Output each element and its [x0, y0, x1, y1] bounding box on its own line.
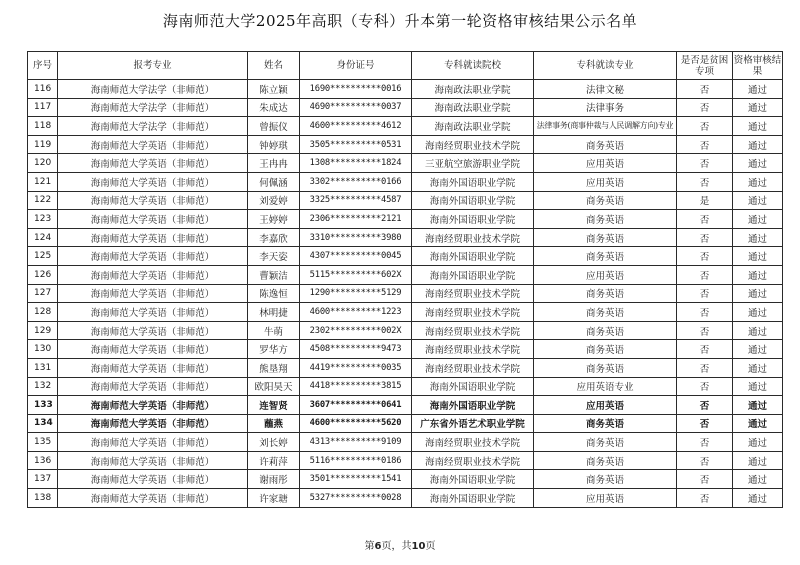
cell-id-number: 4600**********5620 — [300, 414, 412, 433]
cell-prev-major: 法律事务 — [534, 98, 677, 117]
cell-poverty: 否 — [677, 470, 733, 489]
cell-no: 128 — [28, 303, 58, 322]
cell-major: 海南师范大学英语（非师范） — [58, 265, 248, 284]
cell-school: 海南外国语职业学院 — [412, 247, 534, 266]
cell-name: 李嘉欣 — [248, 228, 300, 247]
cell-result: 通过 — [733, 321, 783, 340]
table-row — [28, 135, 783, 154]
table-row — [28, 80, 783, 99]
cell-result: 通过 — [733, 414, 783, 433]
cell-prev-major: 商务英语 — [534, 210, 677, 229]
cell-no: 134 — [28, 414, 58, 433]
cell-name: 朱成达 — [248, 98, 300, 117]
cell-no: 131 — [28, 358, 58, 377]
col-header-major: 报考专业 — [58, 52, 248, 80]
table-row — [28, 433, 783, 452]
cell-no: 136 — [28, 451, 58, 470]
cell-name: 许莉萍 — [248, 451, 300, 470]
cell-school: 海南政法职业学院 — [412, 98, 534, 117]
cell-no: 138 — [28, 489, 58, 508]
cell-id-number: 1690**********0016 — [300, 80, 412, 99]
footer-page-number: 6 — [374, 541, 382, 552]
cell-name: 李天姿 — [248, 247, 300, 266]
cell-id-number: 4418**********3815 — [300, 377, 412, 396]
cell-prev-major: 商务英语 — [534, 303, 677, 322]
cell-id-number: 3325**********4587 — [300, 191, 412, 210]
cell-poverty: 否 — [677, 154, 733, 173]
cell-school: 海南外国语职业学院 — [412, 470, 534, 489]
col-header-no: 序号 — [28, 52, 58, 80]
table-row — [28, 154, 783, 173]
cell-result: 通过 — [733, 117, 783, 136]
table-row — [28, 358, 783, 377]
cell-poverty: 否 — [677, 247, 733, 266]
cell-no: 135 — [28, 433, 58, 452]
cell-no: 123 — [28, 210, 58, 229]
cell-result: 通过 — [733, 247, 783, 266]
cell-id-number: 1290**********5129 — [300, 284, 412, 303]
cell-name: 曹颖洁 — [248, 265, 300, 284]
page-footer — [0, 537, 800, 552]
cell-name: 牛萌 — [248, 321, 300, 340]
cell-result: 通过 — [733, 433, 783, 452]
cell-no: 132 — [28, 377, 58, 396]
cell-poverty: 否 — [677, 321, 733, 340]
cell-result: 通过 — [733, 210, 783, 229]
cell-id-number: 4508**********9473 — [300, 340, 412, 359]
cell-poverty: 否 — [677, 358, 733, 377]
cell-school: 海南经贸职业技术学院 — [412, 321, 534, 340]
col-header-prev-major: 专科就读专业 — [534, 52, 677, 80]
cell-no: 118 — [28, 117, 58, 136]
cell-result: 通过 — [733, 154, 783, 173]
footer-total-pages: 10 — [411, 541, 426, 552]
cell-name: 刘长婷 — [248, 433, 300, 452]
cell-prev-major: 应用英语 — [534, 154, 677, 173]
cell-id-number: 5115**********602X — [300, 265, 412, 284]
cell-no: 116 — [28, 80, 58, 99]
cell-major: 海南师范大学英语（非师范） — [58, 433, 248, 452]
cell-no: 133 — [28, 396, 58, 415]
cell-name: 熊垦翔 — [248, 358, 300, 377]
cell-id-number: 5116**********0186 — [300, 451, 412, 470]
cell-result: 通过 — [733, 489, 783, 508]
cell-name: 蘸燕 — [248, 414, 300, 433]
cell-name: 王婷婷 — [248, 210, 300, 229]
cell-prev-major: 应用英语 — [534, 489, 677, 508]
cell-name: 连智贤 — [248, 396, 300, 415]
cell-prev-major: 应用英语 — [534, 172, 677, 191]
table-row — [28, 321, 783, 340]
cell-name: 曾振仪 — [248, 117, 300, 136]
cell-poverty: 否 — [677, 172, 733, 191]
cell-school: 海南经贸职业技术学院 — [412, 340, 534, 359]
cell-id-number: 2302**********002X — [300, 321, 412, 340]
table-row — [28, 191, 783, 210]
cell-id-number: 1308**********1824 — [300, 154, 412, 173]
cell-school: 海南政法职业学院 — [412, 117, 534, 136]
cell-major: 海南师范大学法学（非师范） — [58, 117, 248, 136]
cell-no: 120 — [28, 154, 58, 173]
cell-id-number: 3607**********0641 — [300, 396, 412, 415]
cell-result: 通过 — [733, 284, 783, 303]
cell-prev-major: 法律文秘 — [534, 80, 677, 99]
table-row — [28, 98, 783, 117]
cell-name: 欧阳昊天 — [248, 377, 300, 396]
cell-id-number: 3501**********1541 — [300, 470, 412, 489]
footer-pre: 第 — [364, 541, 375, 552]
cell-school: 三亚航空旅游职业学院 — [412, 154, 534, 173]
cell-name: 陈逸恒 — [248, 284, 300, 303]
cell-id-number: 3505**********0531 — [300, 135, 412, 154]
cell-school: 海南经贸职业技术学院 — [412, 358, 534, 377]
col-header-school: 专科就读院校 — [412, 52, 534, 80]
cell-no: 137 — [28, 470, 58, 489]
cell-name: 钟婷琪 — [248, 135, 300, 154]
cell-poverty: 否 — [677, 117, 733, 136]
cell-no: 119 — [28, 135, 58, 154]
cell-prev-major: 商务英语 — [534, 340, 677, 359]
cell-name: 何佩涵 — [248, 172, 300, 191]
cell-result: 通过 — [733, 265, 783, 284]
cell-no: 121 — [28, 172, 58, 191]
cell-name: 王冉冉 — [248, 154, 300, 173]
cell-no: 117 — [28, 98, 58, 117]
cell-major: 海南师范大学法学（非师范） — [58, 98, 248, 117]
cell-prev-major: 商务英语 — [534, 470, 677, 489]
cell-poverty: 否 — [677, 340, 733, 359]
col-header-name: 姓名 — [248, 52, 300, 80]
cell-result: 通过 — [733, 396, 783, 415]
cell-prev-major: 商务英语 — [534, 451, 677, 470]
cell-poverty: 否 — [677, 265, 733, 284]
cell-id-number: 5327**********0028 — [300, 489, 412, 508]
cell-school: 海南经贸职业技术学院 — [412, 228, 534, 247]
cell-poverty: 否 — [677, 228, 733, 247]
cell-school: 海南经贸职业技术学院 — [412, 303, 534, 322]
cell-school: 海南外国语职业学院 — [412, 265, 534, 284]
cell-school: 海南政法职业学院 — [412, 80, 534, 99]
cell-name: 谢雨彤 — [248, 470, 300, 489]
cell-major: 海南师范大学英语（非师范） — [58, 135, 248, 154]
cell-result: 通过 — [733, 172, 783, 191]
cell-major: 海南师范大学英语（非师范） — [58, 210, 248, 229]
cell-id-number: 3302**********0166 — [300, 172, 412, 191]
cell-name: 许家瑭 — [248, 489, 300, 508]
cell-major: 海南师范大学英语（非师范） — [58, 284, 248, 303]
cell-school: 海南外国语职业学院 — [412, 210, 534, 229]
cell-school: 海南经贸职业技术学院 — [412, 284, 534, 303]
cell-name: 林明捷 — [248, 303, 300, 322]
cell-poverty: 否 — [677, 98, 733, 117]
cell-poverty: 否 — [677, 489, 733, 508]
table-row — [28, 414, 783, 433]
table-row — [28, 172, 783, 191]
cell-poverty: 否 — [677, 284, 733, 303]
cell-result: 通过 — [733, 191, 783, 210]
cell-major: 海南师范大学英语（非师范） — [58, 489, 248, 508]
cell-school: 海南经贸职业技术学院 — [412, 451, 534, 470]
cell-prev-major: 商务英语 — [534, 321, 677, 340]
cell-prev-major: 应用英语专业 — [534, 377, 677, 396]
cell-id-number: 4307**********0045 — [300, 247, 412, 266]
cell-id-number: 4313**********9109 — [300, 433, 412, 452]
cell-prev-major: 商务英语 — [534, 358, 677, 377]
table-row — [28, 210, 783, 229]
cell-result: 通过 — [733, 470, 783, 489]
cell-major: 海南师范大学英语（非师范） — [58, 358, 248, 377]
cell-id-number: 4419**********0035 — [300, 358, 412, 377]
table-row — [28, 451, 783, 470]
cell-poverty: 否 — [677, 414, 733, 433]
cell-school: 海南外国语职业学院 — [412, 377, 534, 396]
cell-school: 海南外国语职业学院 — [412, 191, 534, 210]
cell-school: 海南经贸职业技术学院 — [412, 433, 534, 452]
cell-name: 罗华方 — [248, 340, 300, 359]
results-table — [27, 51, 783, 508]
cell-school: 海南外国语职业学院 — [412, 172, 534, 191]
cell-result: 通过 — [733, 98, 783, 117]
table-row — [28, 470, 783, 489]
cell-id-number: 4600**********4612 — [300, 117, 412, 136]
cell-result: 通过 — [733, 80, 783, 99]
table-row — [28, 396, 783, 415]
cell-result: 通过 — [733, 303, 783, 322]
footer-post: 页 — [425, 541, 436, 552]
cell-result: 通过 — [733, 228, 783, 247]
table-row — [28, 303, 783, 322]
cell-id-number: 3310**********3980 — [300, 228, 412, 247]
cell-prev-major: 应用英语 — [534, 265, 677, 284]
table-row — [28, 117, 783, 136]
cell-result: 通过 — [733, 377, 783, 396]
cell-id-number: 4600**********1223 — [300, 303, 412, 322]
cell-name: 陈立颖 — [248, 80, 300, 99]
cell-id-number: 4690**********0037 — [300, 98, 412, 117]
cell-poverty: 否 — [677, 135, 733, 154]
cell-poverty: 否 — [677, 451, 733, 470]
table-body — [28, 80, 783, 508]
col-header-result: 资格审核结果 — [733, 52, 783, 80]
cell-major: 海南师范大学英语（非师范） — [58, 172, 248, 191]
cell-major: 海南师范大学英语（非师范） — [58, 228, 248, 247]
cell-poverty: 否 — [677, 433, 733, 452]
table-row — [28, 265, 783, 284]
cell-major: 海南师范大学英语（非师范） — [58, 340, 248, 359]
cell-prev-major: 商务英语 — [534, 284, 677, 303]
cell-poverty: 否 — [677, 80, 733, 99]
col-header-id: 身份证号 — [300, 52, 412, 80]
cell-major: 海南师范大学英语（非师范） — [58, 470, 248, 489]
cell-major: 海南师范大学英语（非师范） — [58, 396, 248, 415]
cell-major: 海南师范大学英语（非师范） — [58, 247, 248, 266]
cell-poverty: 是 — [677, 191, 733, 210]
cell-school: 海南外国语职业学院 — [412, 396, 534, 415]
cell-prev-major: 商务英语 — [534, 414, 677, 433]
cell-school: 广东省外语艺术职业学院 — [412, 414, 534, 433]
cell-id-number: 2306**********2121 — [300, 210, 412, 229]
cell-prev-major: 商务英语 — [534, 433, 677, 452]
cell-major: 海南师范大学英语（非师范） — [58, 377, 248, 396]
cell-no: 126 — [28, 265, 58, 284]
table-row — [28, 284, 783, 303]
cell-poverty: 否 — [677, 377, 733, 396]
cell-school: 海南外国语职业学院 — [412, 489, 534, 508]
cell-major: 海南师范大学英语（非师范） — [58, 191, 248, 210]
cell-major: 海南师范大学英语（非师范） — [58, 321, 248, 340]
cell-prev-major: 商务英语 — [534, 228, 677, 247]
cell-result: 通过 — [733, 135, 783, 154]
cell-no: 122 — [28, 191, 58, 210]
table-header-row — [28, 52, 783, 80]
table-row — [28, 340, 783, 359]
cell-major: 海南师范大学英语（非师范） — [58, 451, 248, 470]
page-title: 海南师范大学2025年高职（专科）升本第一轮资格审核结果公示名单 — [162, 12, 638, 30]
cell-poverty: 否 — [677, 210, 733, 229]
col-header-poverty: 是否是贫困专项 — [677, 52, 733, 80]
cell-no: 129 — [28, 321, 58, 340]
footer-mid: 页，共 — [381, 541, 412, 552]
cell-no: 127 — [28, 284, 58, 303]
table-row — [28, 247, 783, 266]
cell-poverty: 否 — [677, 396, 733, 415]
cell-result: 通过 — [733, 340, 783, 359]
table-row — [28, 489, 783, 508]
cell-prev-major: 应用英语 — [534, 396, 677, 415]
cell-no: 125 — [28, 247, 58, 266]
cell-prev-major: 商务英语 — [534, 135, 677, 154]
cell-result: 通过 — [733, 451, 783, 470]
cell-major: 海南师范大学法学（非师范） — [58, 80, 248, 99]
table-row — [28, 377, 783, 396]
cell-prev-major: 商务英语 — [534, 247, 677, 266]
cell-poverty: 否 — [677, 303, 733, 322]
cell-major: 海南师范大学英语（非师范） — [58, 414, 248, 433]
cell-prev-major: 商务英语 — [534, 191, 677, 210]
cell-school: 海南经贸职业技术学院 — [412, 135, 534, 154]
table-row — [28, 228, 783, 247]
cell-result: 通过 — [733, 358, 783, 377]
cell-major: 海南师范大学英语（非师范） — [58, 154, 248, 173]
cell-no: 130 — [28, 340, 58, 359]
cell-name: 刘爱婷 — [248, 191, 300, 210]
cell-major: 海南师范大学英语（非师范） — [58, 303, 248, 322]
cell-no: 124 — [28, 228, 58, 247]
cell-prev-major: 法律事务(商事仲裁与人民调解方向)专业 — [534, 117, 677, 136]
